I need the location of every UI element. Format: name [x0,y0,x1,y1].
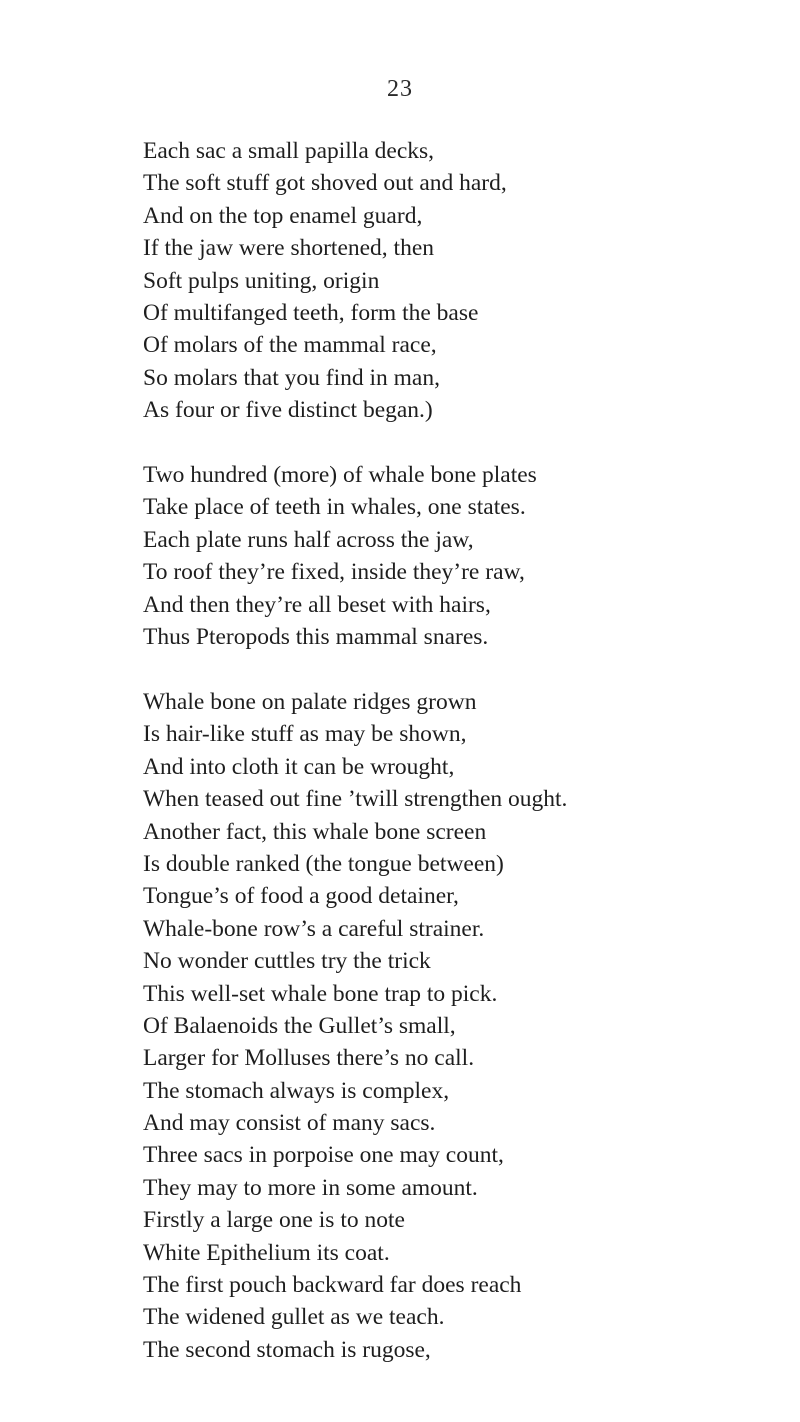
poem-line: Whale-bone row’s a careful strainer. [143,915,485,942]
poem-line: The soft stuff got shoved out and hard, [143,170,507,197]
poem-line: And then they’re all beset with hairs, [143,591,491,618]
poem-line: They may to more in some amount. [143,1174,478,1201]
poem-line: And may consist of many sacs. [143,1110,436,1137]
poem-line: Is hair-like stuff as may be shown, [143,721,467,748]
stanza [143,135,507,427]
poem-line: To roof they’re fixed, inside they’re raw, [143,559,525,586]
page-number: 23 [387,76,413,102]
poem-line: Three sacs in porpoise one may count, [143,1142,504,1169]
stanza [143,459,537,653]
poem-line: The widened gullet as we teach. [143,1304,445,1331]
poem-line: Another fact, this whale bone screen [143,818,487,845]
poem-line: And into cloth it can be wrought, [143,753,455,780]
poem-line: Larger for Molluses there’s no call. [143,1045,475,1072]
poem-line: No wonder cuttles try the trick [143,948,431,975]
poem-line: Soft pulps uniting, origin [143,267,380,294]
poem-line: And on the top enamel guard, [143,202,423,229]
poem-line: Each sac a small papilla decks, [143,138,435,164]
poem-line: Whale bone on palate ridges grown [143,689,477,715]
poem-line: Two hundred (more) of whale bone plates [143,462,537,488]
poem-line: If the jaw were shortened, then [143,235,435,262]
poem-line: As four or five distinct began.) [143,397,433,424]
poem-line: Take place of teeth in whales, one states. [143,494,526,521]
poem-line: White Epithelium its coat. [143,1239,390,1266]
poem-line: So molars that you find in man, [143,364,440,391]
poem-line: Firstly a large one is to note [143,1207,405,1234]
poem-line: Each plate runs half across the jaw, [143,526,474,553]
poem-line: Of Balaenoids the Gullet’s small, [143,1012,456,1039]
poem-line: This well-set whale bone trap to pick. [143,980,498,1007]
poem-line: The stomach always is complex, [143,1077,450,1104]
poem-line: When teased out fine ’twill strengthen ought. [143,786,568,813]
poem-line: The second stomach is rugose, [143,1336,431,1363]
stanza [143,686,567,1366]
poem-line: Of multifanged teeth, form the base [143,299,479,326]
poem-line: Tongue’s of food a good detainer, [143,883,459,910]
poem-line: The first pouch backward far does reach [143,1272,522,1299]
poem-line: Thus Pteropods this mammal snares. [143,623,489,650]
poem-line: Of molars of the mammal race, [143,332,437,359]
poem-line: Is double ranked (the tongue between) [143,850,504,877]
